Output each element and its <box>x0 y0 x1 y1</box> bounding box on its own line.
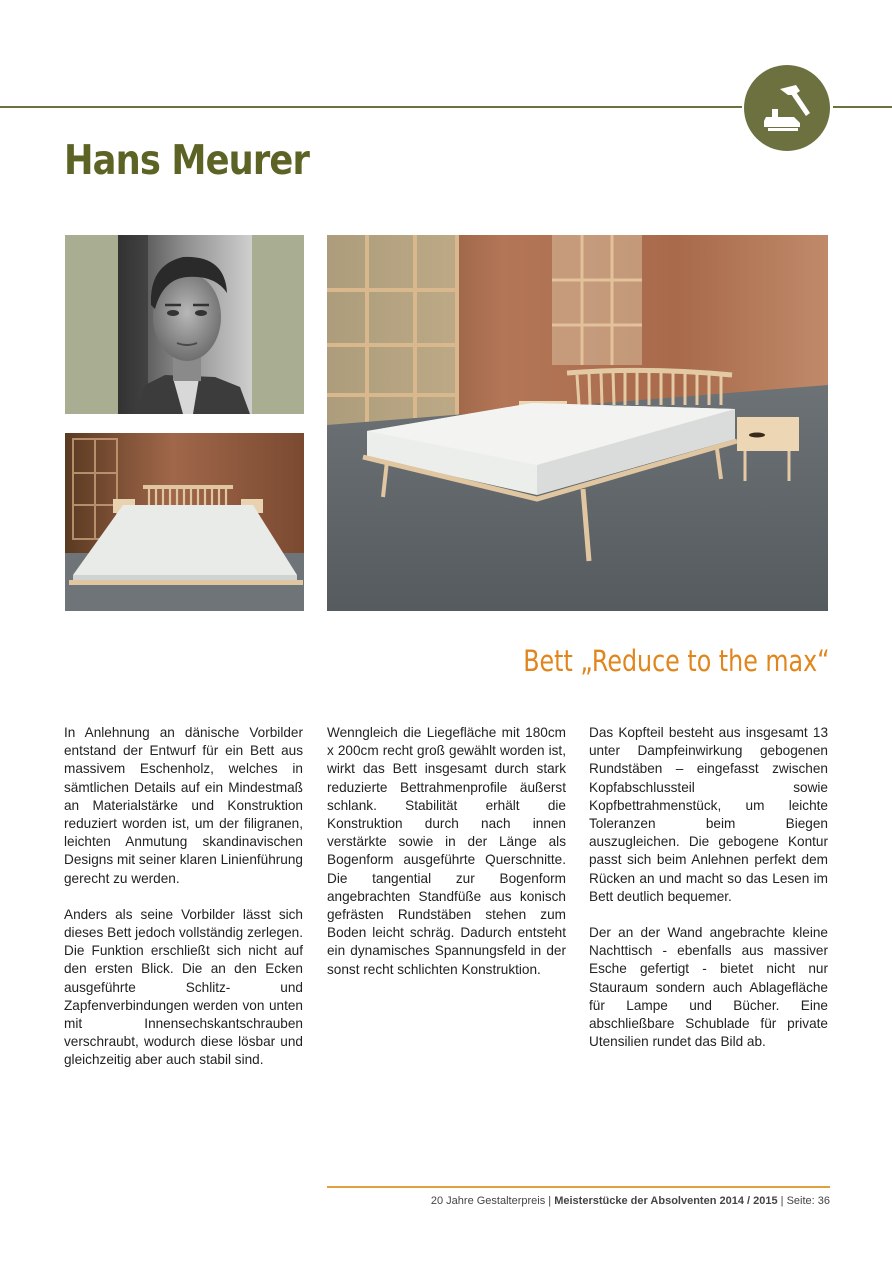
paragraph: Wenngleich die Liegefläche mit 180cm x 200cm recht groß gewählt worden ist, wirkt das Bett insgesamt durch stark reduzierte Bettrahmenprofile äußerst schlank. Stabilität erhält die Konstruktion durch nach innen verstärkte sowie in der Länge als Bogenform ausgeführte Querschnitte. Die tangential zur Bogenform angebrachten Standfüße aus konisch gefrästen Rundstäben stehen zum Boden leicht schräg. Dadurch entsteht ein dynamisches Spannungsfeld in der sonst recht schlichten Konstruktion. <box>327 725 566 977</box>
project-subtitle: Bett „Reduce to the max“ <box>523 644 830 678</box>
page-number: Seite: 36 <box>786 1195 830 1207</box>
footer-rule <box>327 1186 830 1188</box>
text-column-2 <box>327 724 566 997</box>
bed-photo-small <box>65 433 304 611</box>
footer-separator: | <box>777 1195 787 1207</box>
hammer-plane-icon <box>744 65 830 151</box>
header-rule-left <box>0 106 742 108</box>
portrait-photo <box>65 235 304 414</box>
footer-separator: | <box>545 1195 555 1207</box>
page-title: Hans Meurer <box>64 136 310 184</box>
footer-title: Meisterstücke der Absolventen 2014 / 2015 <box>554 1195 778 1207</box>
paragraph: Anders als seine Vorbilder lässt sich dieses Bett jedoch vollständig zerlegen. Die Funktion erschließt sich nicht auf den ersten Blick. Die an den Ecken ausgeführte Schlitz- und Zapfenverbindungen werden von unten mit Innensechskantschrauben verschraubt, wodurch diese lösbar und gleichzeitig aber auch stabil sind. <box>64 906 303 1068</box>
bed-photo-large <box>327 235 828 611</box>
paragraph: In Anlehnung an dänische Vorbilder entstand der Entwurf für ein Bett aus massivem Eschenholz, welches in sämtlichen Details auf ein Mindestmaß an Materialstärke und Konstruktion reduziert worden ist, um der filigranen, leichten Anmutung skandinavischen Designs mit seiner klaren Linienführung gerecht zu werden. <box>64 725 303 886</box>
text-column-1 <box>64 724 303 1088</box>
header-rule-right <box>833 106 892 108</box>
paragraph: Der an der Wand angebrachte kleine Nachttisch - ebenfalls aus massiver Esche gefertigt - bietet nicht nur Stauraum sondern auch Ablagefläche für Lampe und Bücher. Eine abschließbare Schublade für private Utensilien rundet das Bild ab. <box>589 925 828 1050</box>
page-footer <box>431 1195 830 1207</box>
paragraph: Das Kopfteil besteht aus insgesamt 13 unter Dampfeinwirkung gebogenen Rundstäben – eingefasst zwischen Kopfabschlussteil sowie Kopfbettrahmenstück, um leichte Toleranzen beim Biegen auszugleichen. Die gebogene Kontur passt sich beim Anlehnen perfekt dem Rücken an und macht so das Lesen im Bett deutlich bequemer. <box>589 725 828 904</box>
footer-prefix: 20 Jahre Gestalterpreis <box>430 1195 546 1207</box>
text-column-3 <box>589 724 828 1069</box>
